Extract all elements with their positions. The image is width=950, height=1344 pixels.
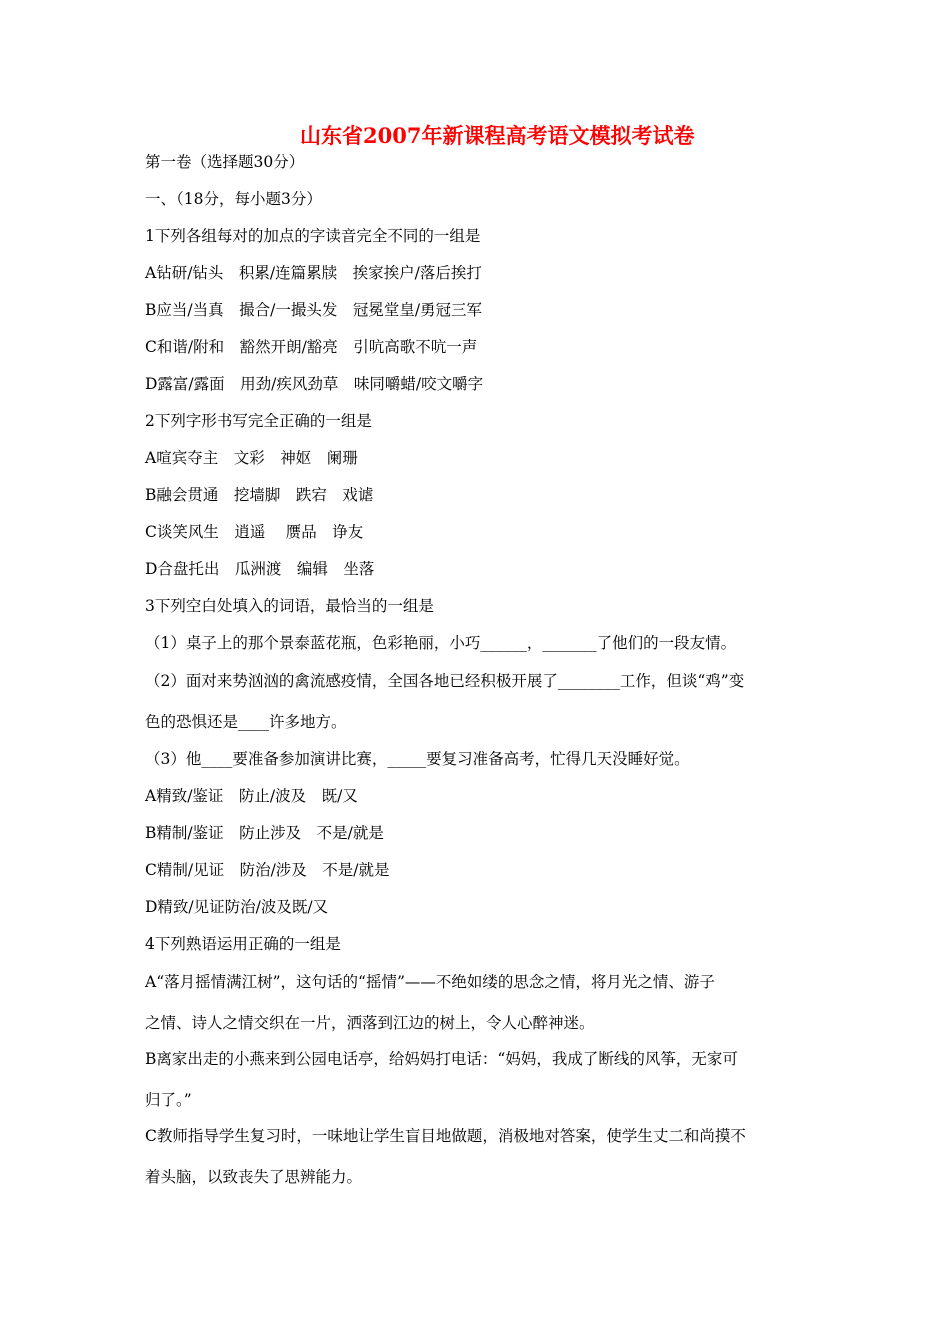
- question-3: 3下列空白处填入的词语，最恰当的一组是: [145, 597, 434, 615]
- question-1-option-d: D露富/露面 用劲/疾风劲草 味同嚼蜡/咬文嚼字: [145, 375, 484, 393]
- question-2-option-d: D合盘托出 瓜洲渡 编辑 坐落: [145, 560, 375, 578]
- question-2-option-c: C谈笑风生 逍遥 赝品 诤友: [145, 523, 364, 541]
- question-2: 2下列字形书写完全正确的一组是: [145, 412, 372, 430]
- question-4-option-a: A“落月摇情满江树”，这句话的“摇情”——不绝如缕的思念之情，将月光之情、游子: [145, 973, 715, 991]
- question-4-option-b-cont: 归了。”: [145, 1091, 192, 1109]
- question-4-option-c: C教师指导学生复习时，一味地让学生盲目地做题，消极地对答案，使学生丈二和尚摸不: [145, 1127, 746, 1145]
- question-3-blank-2-cont: 色的恐惧还是____许多地方。: [145, 713, 347, 731]
- question-4: 4下列熟语运用正确的一组是: [145, 935, 341, 953]
- question-1-option-b: B应当/当真 撮合/一撮头发 冠冕堂皇/勇冠三军: [145, 301, 483, 319]
- question-3-blank-3: （3）他____要准备参加演讲比赛，_____要复习准备高考，忙得几天没睡好觉。: [145, 750, 690, 768]
- question-1-option-c: C和谐/附和 豁然开朗/豁亮 引吭高歌不吭一声: [145, 338, 478, 356]
- question-1-option-a: A钻研/钻头 积累/连篇累牍 挨家挨户/落后挨打: [145, 264, 482, 282]
- question-4-option-b: B离家出走的小燕来到公园电话亭，给妈妈打电话：“妈妈，我成了断线的风筝，无家可: [145, 1050, 738, 1068]
- question-3-option-a: A精致/鉴证 防止/波及 既/又: [145, 787, 358, 805]
- question-3-blank-1: （1）桌子上的那个景泰蓝花瓶，色彩艳丽，小巧______，_______了他们的一段友情。: [145, 634, 737, 652]
- question-3-blank-2: （2）面对来势汹汹的禽流感疫情，全国各地已经积极开展了________工作，但谈“鸡”变: [145, 672, 745, 690]
- question-1: 1下列各组每对的加点的字读音完全不同的一组是: [145, 227, 481, 245]
- document-title: 山东省2007年新课程高考语文模拟考试卷: [300, 123, 695, 148]
- question-3-option-d: D精致/见证防治/波及既/又: [145, 898, 329, 916]
- section-heading: 第一卷（选择题30分）: [145, 153, 305, 171]
- part-heading: 一、（18分，每小题3分）: [145, 190, 322, 208]
- question-2-option-a: A喧宾夺主 文彩 神妪 阑珊: [145, 449, 358, 467]
- question-2-option-b: B融会贯通 挖墙脚 跌宕 戏谑: [145, 486, 374, 504]
- question-3-option-c: C精制/见证 防治/涉及 不是/就是: [145, 861, 390, 879]
- question-4-option-c-cont: 着头脑，以致丧失了思辨能力。: [145, 1168, 363, 1186]
- question-3-option-b: B精制/鉴证 防止涉及 不是/就是: [145, 824, 384, 842]
- question-4-option-a-cont: 之情、诗人之情交织在一片，洒落到江边的树上，令人心醉神迷。: [145, 1014, 595, 1032]
